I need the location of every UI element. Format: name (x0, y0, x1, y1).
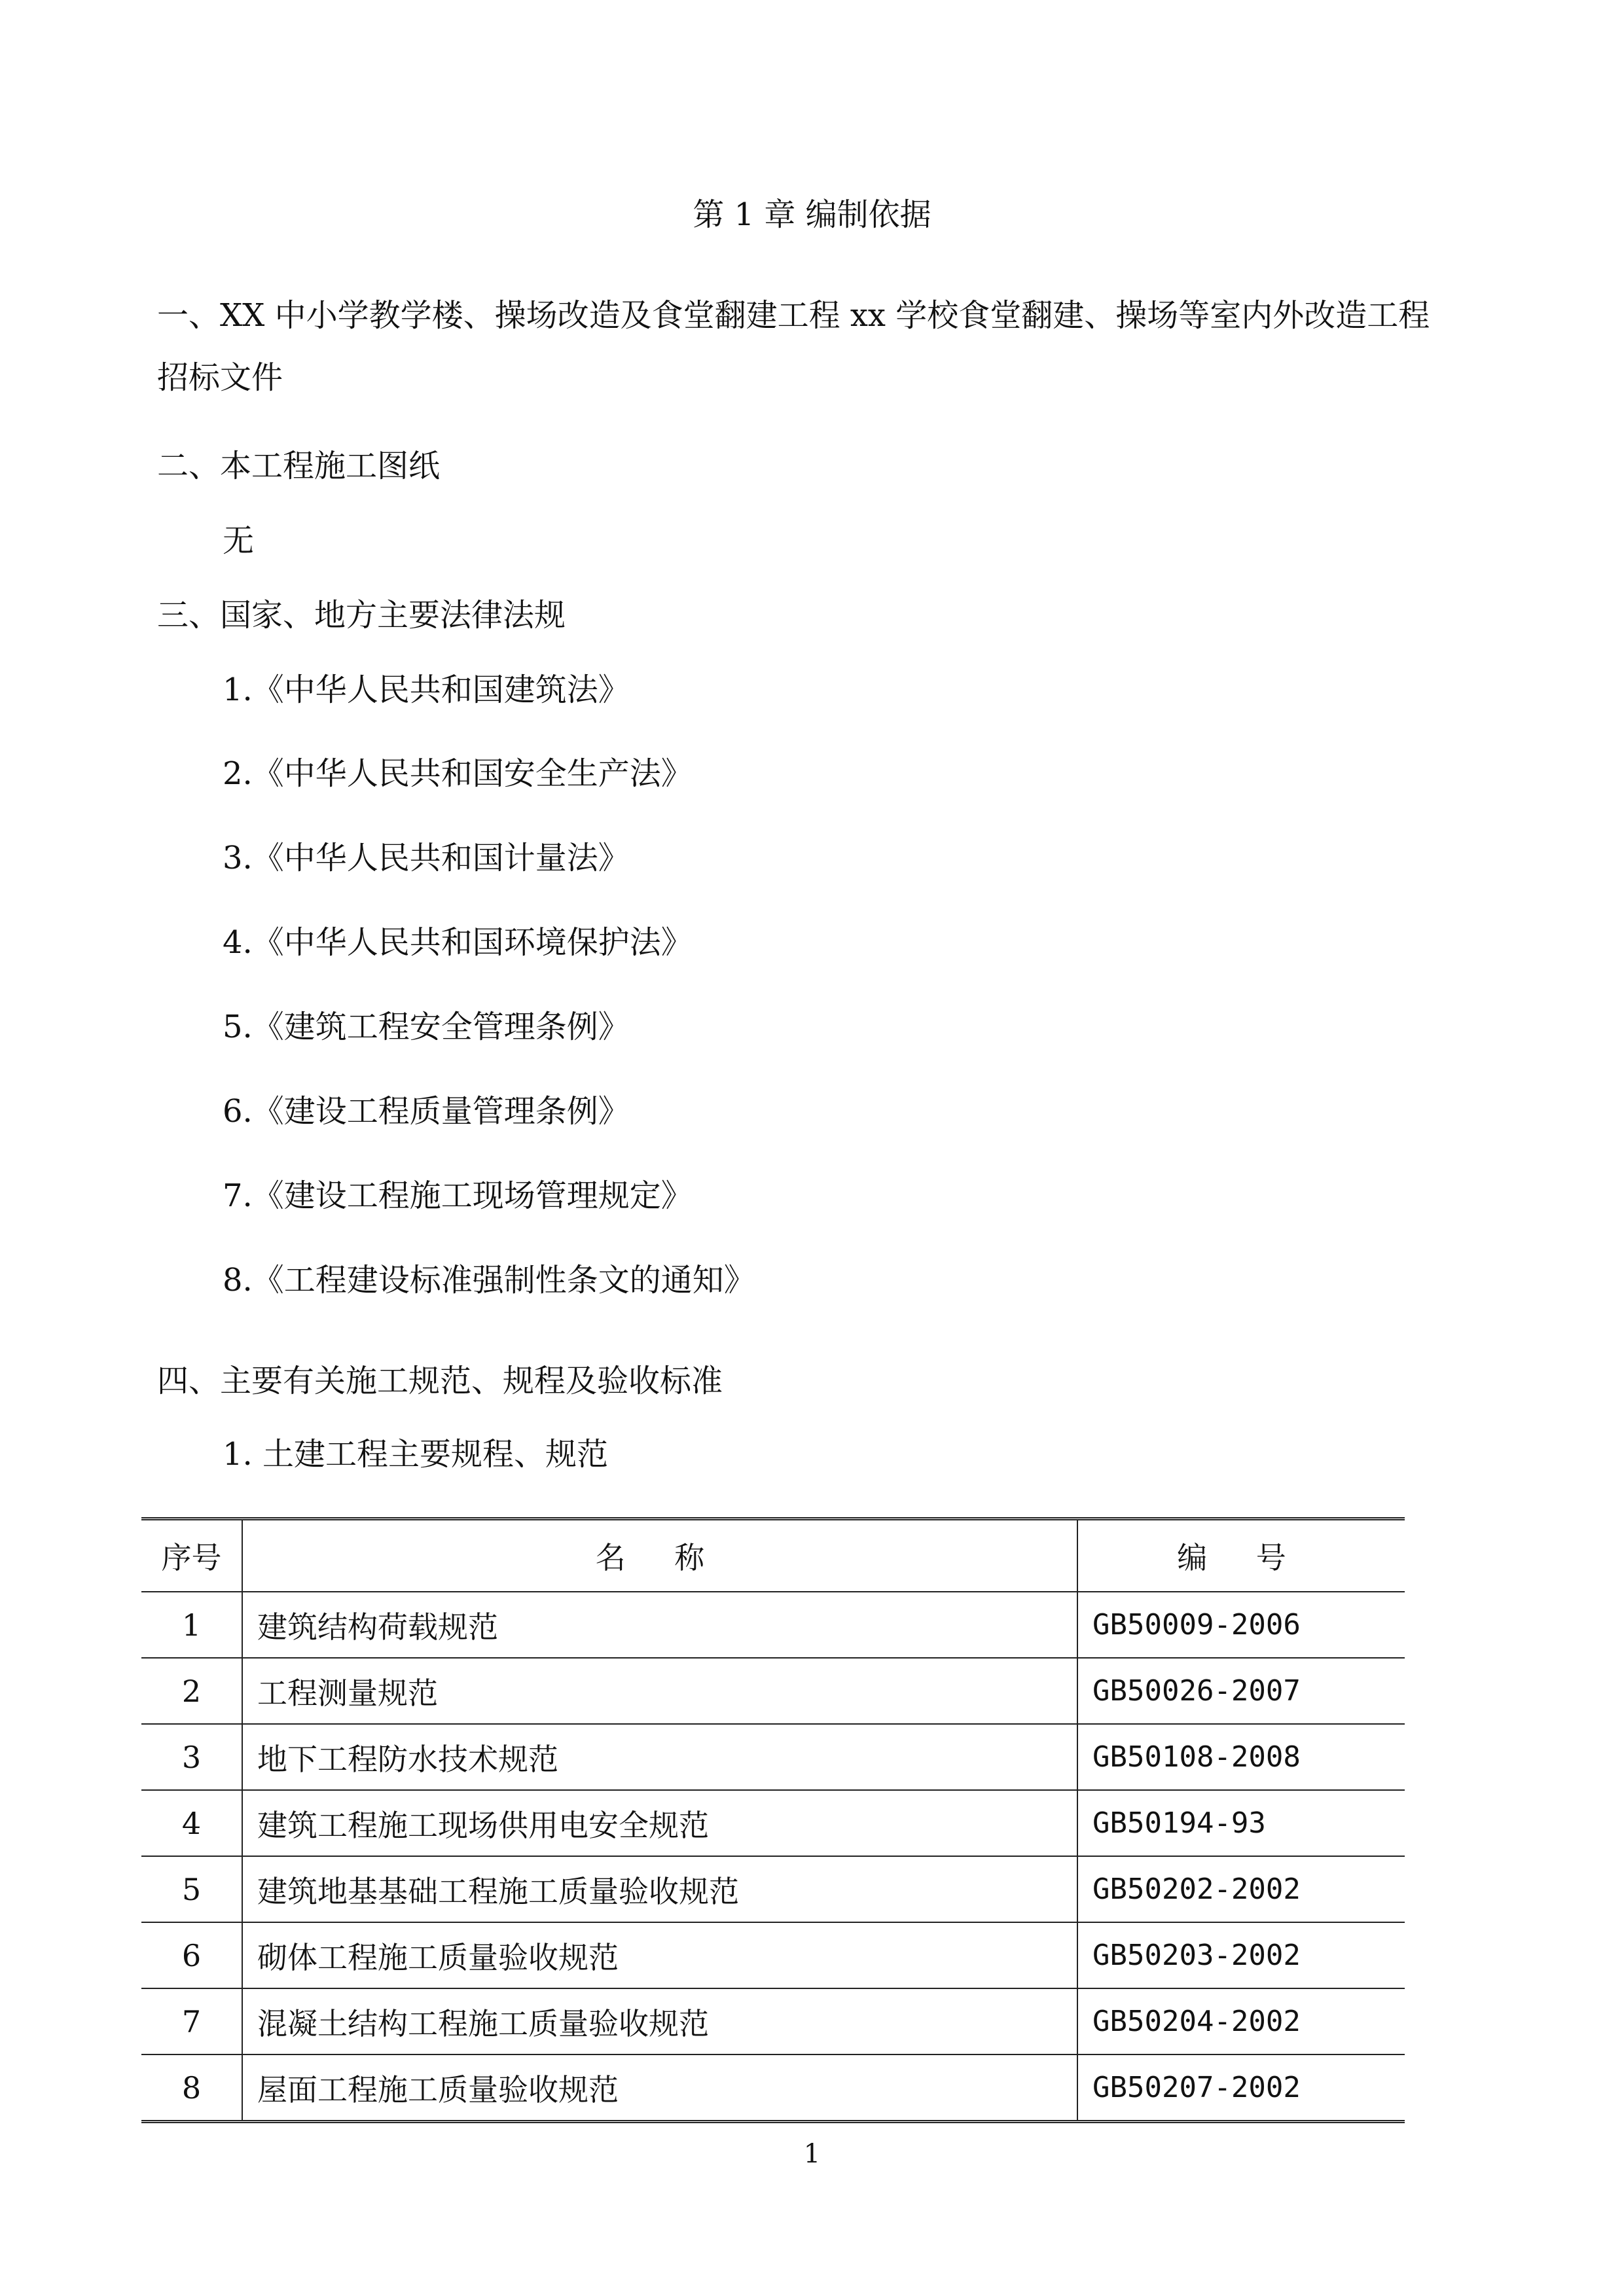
section-3-heading: 三、国家、地方主要法律法规 (157, 597, 566, 634)
table-row (141, 1658, 1405, 1724)
law-item: 1.《中华人民共和国建筑法》 (223, 672, 630, 708)
row-name: 建筑工程施工现场供用电安全规范 (242, 1790, 1077, 1856)
row-name: 混凝土结构工程施工质量验收规范 (242, 1988, 1077, 2054)
law-item: 2.《中华人民共和国安全生产法》 (223, 755, 693, 792)
law-item: 5.《建筑工程安全管理条例》 (223, 1009, 630, 1045)
row-name: 工程测量规范 (242, 1658, 1077, 1724)
row-code: GB50108-2008 (1077, 1724, 1405, 1790)
table-row (141, 1592, 1405, 1658)
row-index: 6 (141, 1922, 242, 1988)
section-2-content: 无 (223, 522, 255, 559)
header-code: 编 号 (1077, 1519, 1405, 1592)
header-index: 序号 (141, 1519, 242, 1592)
row-code: GB50202-2002 (1077, 1856, 1405, 1922)
row-code: GB50026-2007 (1077, 1658, 1405, 1724)
row-code: GB50203-2002 (1077, 1922, 1405, 1988)
row-name: 屋面工程施工质量验收规范 (242, 2054, 1077, 2122)
row-index: 2 (141, 1658, 242, 1724)
section-2-heading: 二、本工程施工图纸 (157, 448, 441, 484)
law-item: 3.《中华人民共和国计量法》 (223, 840, 630, 876)
section-4-subheading: 1. 土建工程主要规程、规范 (223, 1436, 609, 1473)
table-row (141, 1856, 1405, 1922)
law-item: 7.《建设工程施工现场管理规定》 (223, 1177, 693, 1214)
section-1-line-2: 招标文件 (157, 359, 283, 396)
table-row (141, 1724, 1405, 1790)
page-number: 1 (803, 2139, 821, 2169)
table-row (141, 1790, 1405, 1856)
table-row (141, 1922, 1405, 1988)
row-name: 建筑结构荷载规范 (242, 1592, 1077, 1658)
row-index: 1 (141, 1592, 242, 1658)
law-item: 8.《工程建设标准强制性条文的通知》 (223, 1262, 755, 1299)
row-index: 3 (141, 1724, 242, 1790)
row-index: 7 (141, 1988, 242, 2054)
law-item: 6.《建设工程质量管理条例》 (223, 1093, 630, 1130)
row-code: GB50207-2002 (1077, 2054, 1405, 2122)
row-index: 4 (141, 1790, 242, 1856)
row-name: 砌体工程施工质量验收规范 (242, 1922, 1077, 1988)
law-item: 4.《中华人民共和国环境保护法》 (223, 924, 693, 961)
row-name: 地下工程防水技术规范 (242, 1724, 1077, 1790)
chapter-title: 第 1 章 编制依据 (693, 196, 931, 233)
section-1-line-1: 一、XX 中小学教学楼、操场改造及食堂翻建工程 xx 学校食堂翻建、操场等室内外改造工程 (157, 297, 1430, 334)
section-4-heading: 四、主要有关施工规范、规程及验收标准 (157, 1363, 723, 1399)
header-name: 名 称 (242, 1519, 1077, 1592)
table-row (141, 2054, 1405, 2122)
specifications-table (141, 1517, 1405, 2123)
row-index: 5 (141, 1856, 242, 1922)
table-row (141, 1988, 1405, 2054)
row-code: GB50009-2006 (1077, 1592, 1405, 1658)
row-code: GB50194-93 (1077, 1790, 1405, 1856)
row-code: GB50204-2002 (1077, 1988, 1405, 2054)
row-name: 建筑地基基础工程施工质量验收规范 (242, 1856, 1077, 1922)
table-header-row (141, 1519, 1405, 1592)
row-index: 8 (141, 2054, 242, 2122)
